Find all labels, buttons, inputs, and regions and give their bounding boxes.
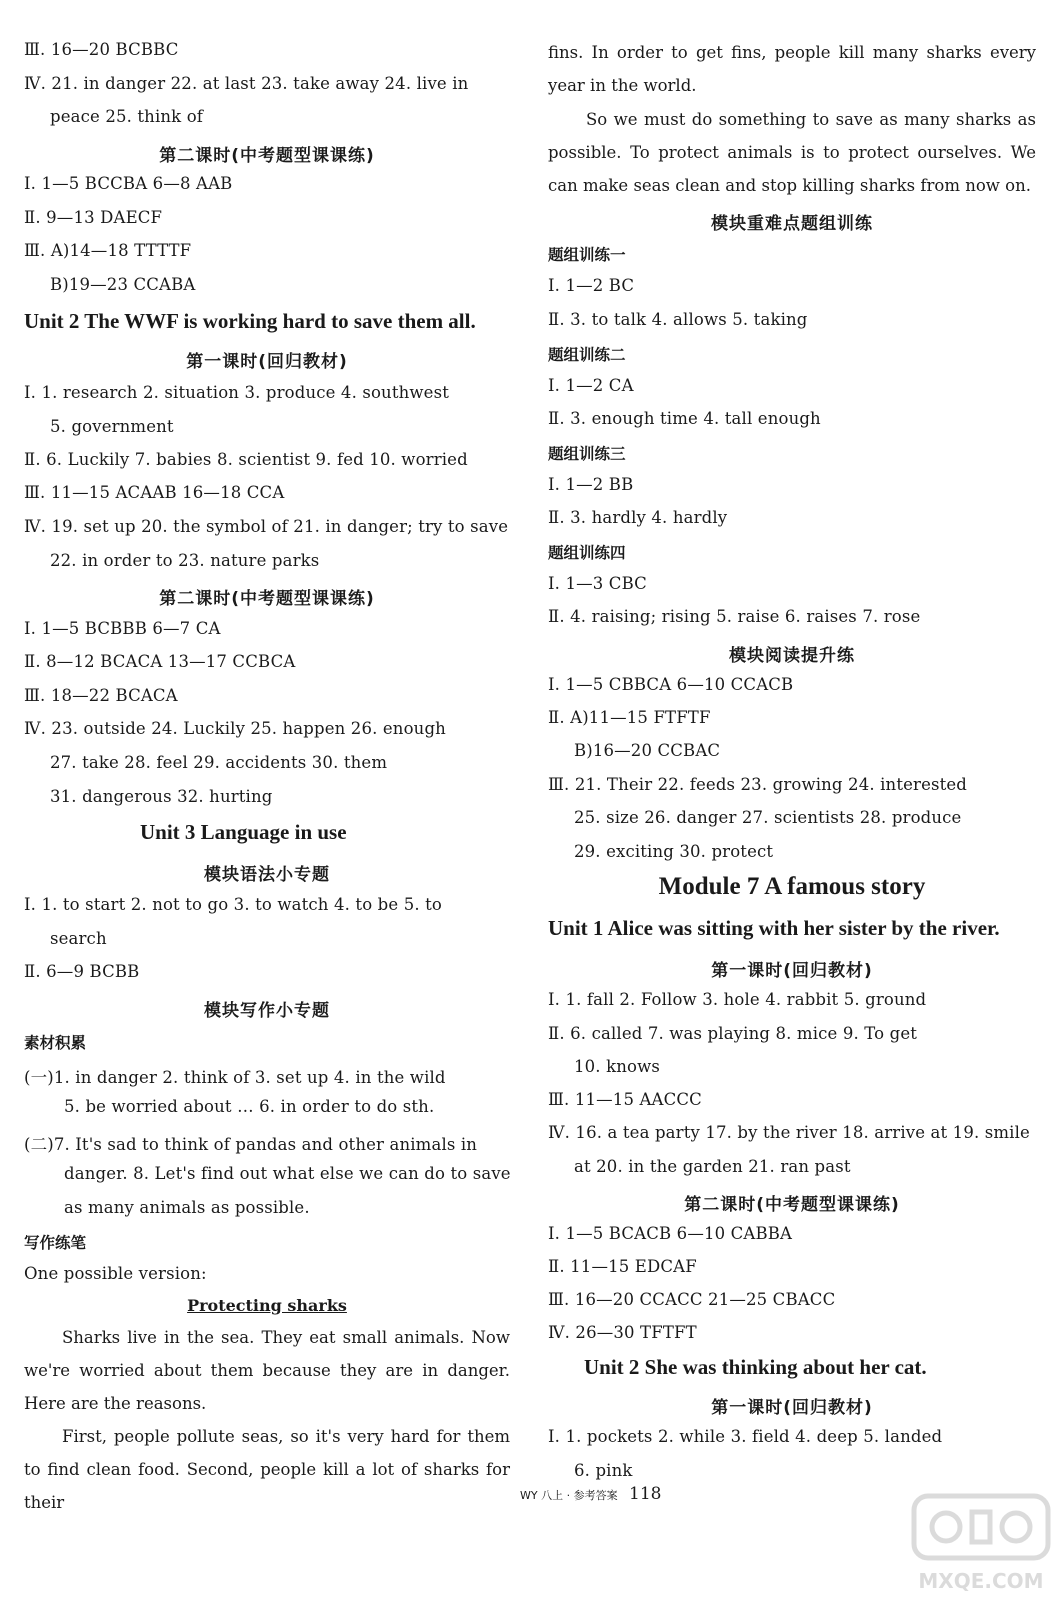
section-heading: 第一课时(回归教材) <box>711 961 873 981</box>
answer-line: Ⅲ. 21. Their 22. feeds 23. growing 24. interested <box>548 775 968 794</box>
answer-line: Ⅰ. 1. pockets 2. while 3. field 4. deep 5. landed <box>548 1427 943 1446</box>
answer-line: at 20. in the garden 21. ran past <box>574 1157 851 1176</box>
watermark-text: MXQE.COM <box>918 1569 1044 1593</box>
answer-line: 10. knows <box>574 1057 660 1076</box>
answer-line: Ⅱ. 8—12 BCACA 13—17 CCBCA <box>24 652 296 671</box>
essay-paragraph: Sharks live in the sea. They eat small animals. Now we're worried about them because they are in danger. Here are the reasons. <box>24 1328 510 1413</box>
subheading: 写作练笔 <box>24 1234 87 1252</box>
answer-line: Ⅳ. 23. outside 24. Luckily 25. happen 26. enough <box>24 719 446 738</box>
unit-title: Unit 2 The WWF is working hard to save them all. <box>24 309 476 333</box>
section-heading: 模块语法小专题 <box>204 865 330 885</box>
answer-line: Ⅰ. 1—5 CBBCA 6—10 CCACB <box>548 675 794 694</box>
answer-line: Ⅲ. 11—15 AACCC <box>548 1090 702 1109</box>
subheading: 题组训练四 <box>548 544 626 562</box>
answer-line: (一)1. in danger 2. think of 3. set up 4. in the wild <box>24 1068 446 1087</box>
unit-title: Unit 1 Alice was sitting with her sister by the river. <box>548 916 1000 940</box>
subheading: 题组训练二 <box>548 346 626 364</box>
answer-line: Ⅱ. 3. hardly 4. hardly <box>548 508 728 527</box>
section-heading: 模块重难点题组训练 <box>711 214 873 234</box>
answer-line: Ⅰ. 1—3 CBC <box>548 574 647 593</box>
answer-line: 6. pink <box>574 1461 633 1480</box>
answer-line: Ⅱ. 3. enough time 4. tall enough <box>548 409 821 428</box>
answer-line: Ⅱ. A)11—15 FTFTF <box>548 708 711 727</box>
answer-line: Ⅳ. 19. set up 20. the symbol of 21. in danger; try to save <box>24 517 509 536</box>
answer-line: search <box>50 929 107 948</box>
answer-line: 22. in order to 23. nature parks <box>50 551 320 570</box>
answer-line: Ⅱ. 3. to talk 4. allows 5. taking <box>548 310 808 329</box>
section-heading: 第二课时(中考题型课课练) <box>159 589 375 609</box>
unit-title: Unit 2 She was thinking about her cat. <box>584 1355 927 1379</box>
answer-line: Ⅱ. 6. called 7. was playing 8. mice 9. To get <box>548 1024 918 1043</box>
module-title: Module 7 A famous story <box>658 873 926 900</box>
section-heading: 第二课时(中考题型课课练) <box>159 146 375 166</box>
answer-line: Ⅳ. 16. a tea party 17. by the river 18. arrive at 19. smile <box>548 1123 1030 1142</box>
answer-line: 29. exciting 30. protect <box>574 842 774 861</box>
answer-line: Ⅰ. 1—5 BCBBB 6—7 CA <box>24 619 221 638</box>
answer-line: Ⅳ. 21. in danger 22. at last 23. take away 24. live in <box>24 74 469 93</box>
answer-line: Ⅰ. 1—5 BCACB 6—10 CABBA <box>548 1224 793 1243</box>
subheading: 素材积累 <box>24 1034 87 1052</box>
answer-line: as many animals as possible. <box>64 1198 310 1217</box>
section-heading: 模块阅读提升练 <box>729 646 855 666</box>
essay-paragraph: fins. In order to get fins, people kill many sharks every year in the world. <box>548 43 1036 95</box>
answer-line: B)19—23 CCABA <box>50 275 196 294</box>
answer-line: (二)7. It's sad to think of pandas and other animals in <box>24 1135 478 1154</box>
answer-line: 27. take 28. feel 29. accidents 30. them <box>50 753 388 772</box>
section-heading: 模块写作小专题 <box>204 1001 330 1021</box>
subheading: 题组训练一 <box>548 246 626 264</box>
answer-line: 5. be worried about … 6. in order to do sth. <box>64 1097 435 1116</box>
answer-line: Ⅲ. 11—15 ACAAB 16—18 CCA <box>24 483 285 502</box>
watermark-logo <box>906 1486 1056 1596</box>
answer-line: Ⅰ. 1. fall 2. Follow 3. hole 4. rabbit 5. ground <box>548 990 927 1009</box>
answer-line: Ⅲ. 18—22 BCACA <box>24 686 178 705</box>
answer-line: Ⅰ. 1. research 2. situation 3. produce 4. southwest <box>24 383 449 402</box>
essay-paragraph: First, people pollute seas, so it's very hard for them to find clean food. Second, people kill a lot of sharks for their <box>24 1427 510 1512</box>
answer-line: Ⅳ. 26—30 TFTFT <box>548 1323 697 1342</box>
answer-line: Ⅰ. 1—5 BCCBA 6—8 AAB <box>24 174 233 193</box>
section-heading: 第二课时(中考题型课课练) <box>684 1195 900 1215</box>
answer-line: Ⅱ. 9—13 DAECF <box>24 208 163 227</box>
footer-tag: WY 八上 · 参考答案 <box>520 1489 618 1502</box>
subheading: 题组训练三 <box>548 445 626 463</box>
answer-line: danger. 8. Let's find out what else we can do to save <box>64 1164 511 1183</box>
answer-line: Ⅰ. 1—2 BC <box>548 276 635 295</box>
answer-line: peace 25. think of <box>50 107 204 126</box>
page-number: 118 <box>629 1484 662 1504</box>
answer-line: 25. size 26. danger 27. scientists 28. produce <box>574 808 962 827</box>
answer-line: Ⅰ. 1—2 BB <box>548 475 634 494</box>
section-heading: 第一课时(回归教材) <box>711 1398 873 1418</box>
essay-paragraph: So we must do something to save as many sharks as possible. To protect animals is to protect ourselves. We can make seas clean and stop killing sharks from now on. <box>548 110 1036 195</box>
answer-line: Ⅱ. 11—15 EDCAF <box>548 1257 697 1276</box>
answer-line: Ⅱ. 6. Luckily 7. babies 8. scientist 9. fed 10. worried <box>24 450 468 469</box>
answer-line: 5. government <box>50 417 174 436</box>
answer-line: Ⅱ. 6—9 BCBB <box>24 962 140 981</box>
unit-title: Unit 3 Language in use <box>140 820 347 844</box>
answer-line: Ⅲ. 16—20 CCACC 21—25 CBACC <box>548 1290 836 1309</box>
answer-line: Ⅰ. 1—2 CA <box>548 376 634 395</box>
answer-line: 31. dangerous 32. hurting <box>50 787 273 806</box>
answer-line: Ⅱ. 4. raising; rising 5. raise 6. raises 7. rose <box>548 607 921 626</box>
answer-line: Ⅰ. 1. to start 2. not to go 3. to watch 4. to be 5. to <box>24 895 442 914</box>
essay-title: Protecting sharks <box>187 1296 347 1315</box>
answer-line: B)16—20 CCBAC <box>574 741 721 760</box>
answer-line: Ⅲ. A)14—18 TTTTF <box>24 241 192 260</box>
page-footer <box>520 1484 661 1504</box>
answer-line: One possible version: <box>24 1264 207 1283</box>
section-heading: 第一课时(回归教材) <box>186 352 348 372</box>
answer-line: Ⅲ. 16—20 BCBBC <box>24 40 179 59</box>
